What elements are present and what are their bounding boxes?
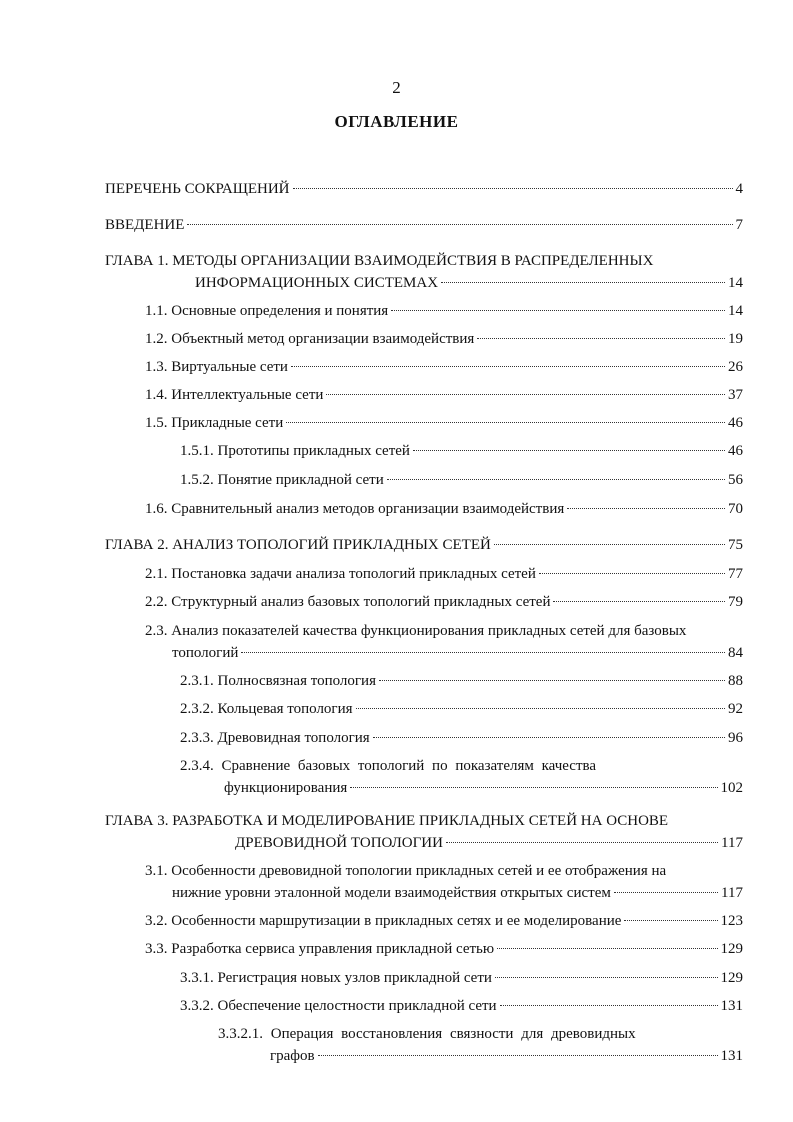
toc-entry-title: 2.3. Анализ показателей качества функционирования прикладных сетей для базовых — [145, 623, 687, 639]
toc-entry — [145, 563, 743, 585]
toc-entry — [145, 384, 743, 406]
toc-entry-page: 123 — [720, 913, 743, 929]
toc-entry-title-cont: ИНФОРМАЦИОННЫХ СИСТЕМАХ — [195, 275, 439, 291]
toc-entry-page: 117 — [721, 885, 743, 901]
toc-entry-title: 3.3.2.1. Операция восстановления связности для древовидных — [218, 1026, 636, 1042]
toc-entry — [145, 412, 743, 434]
toc-entry-title: ГЛАВА 2. АНАЛИЗ ТОПОЛОГИЙ ПРИКЛАДНЫХ СЕТЕЙ — [105, 537, 491, 553]
toc-entry-title: 3.3. Разработка сервиса управления прикладной сетью — [145, 941, 495, 957]
toc-entry-page: 129 — [720, 941, 743, 957]
toc-entry-title: 2.3.3. Древовидная топология — [180, 730, 370, 746]
toc-entry-page: 56 — [728, 472, 743, 488]
toc-entry — [105, 810, 743, 854]
toc-entry — [180, 469, 743, 491]
toc-entry — [180, 967, 743, 989]
toc-entry-title-cont: ДРЕВОВИДНОЙ ТОПОЛОГИИ — [235, 835, 443, 851]
toc-entry-title: 2.2. Структурный анализ базовых топологий прикладных сетей — [145, 594, 551, 610]
toc-entry-title: 2.1. Постановка задачи анализа топологий прикладных сетей — [145, 566, 536, 582]
toc-entry-page: 77 — [728, 566, 743, 582]
toc-entry — [105, 178, 743, 200]
page-title: ОГЛАВЛЕНИЕ — [334, 112, 459, 131]
toc-entry — [145, 910, 743, 932]
toc-entry-title: 2.3.2. Кольцевая топология — [180, 701, 353, 717]
toc-entry-page: 92 — [728, 701, 743, 717]
toc-entry-title: ГЛАВА 1. МЕТОДЫ ОРГАНИЗАЦИИ ВЗАИМОДЕЙСТВИЯ В РАСПРЕДЕЛЕННЫХ — [105, 253, 654, 269]
toc-entry-page: 7 — [735, 217, 743, 233]
toc-entry — [145, 498, 743, 520]
toc-entry-title: 3.2. Особенности маршрутизации в прикладных сетях и ее моделирование — [145, 913, 622, 929]
toc-entry — [145, 860, 743, 904]
toc-entry-page: 26 — [728, 359, 743, 375]
toc-entry-title: 3.1. Особенности древовидной топологии прикладных сетей и ее отображения на — [145, 863, 667, 879]
toc-entry-cont — [270, 1045, 743, 1067]
toc-entry — [180, 995, 743, 1017]
toc-entry-page: 79 — [728, 594, 743, 610]
toc-entry-title: 1.2. Объектный метод организации взаимодействия — [145, 331, 475, 347]
toc-entry — [180, 440, 743, 462]
toc-entry-page: 46 — [728, 443, 743, 459]
toc-entry-title-cont: функционирования — [224, 780, 348, 796]
toc-entry-title: 1.4. Интеллектуальные сети — [145, 387, 324, 403]
toc-entry-page: 88 — [728, 673, 743, 689]
toc-entry — [180, 727, 743, 749]
toc-entry — [145, 620, 743, 664]
toc-entry-title: ПЕРЕЧЕНЬ СОКРАЩЕНИЙ — [105, 181, 290, 197]
toc-entry — [145, 591, 743, 613]
toc-entry-title: 1.3. Виртуальные сети — [145, 359, 288, 375]
toc-entry-page: 131 — [720, 998, 743, 1014]
toc-entry — [180, 755, 663, 777]
toc-entry-title: 1.6. Сравнительный анализ методов организации взаимодействия — [145, 501, 565, 517]
toc-entry-page: 129 — [720, 970, 743, 986]
toc-entry — [105, 250, 743, 294]
toc-entry-title-cont: топологий — [172, 645, 239, 661]
toc-entry-page: 46 — [728, 415, 743, 431]
toc-entry-page: 4 — [735, 181, 743, 197]
toc-entry-title: 1.1. Основные определения и понятия — [145, 303, 389, 319]
toc-entry — [145, 938, 743, 960]
toc-entry-title: 1.5.1. Прототипы прикладных сетей — [180, 443, 410, 459]
toc-entry-page: 14 — [728, 303, 743, 319]
toc-entry-title: 3.3.2. Обеспечение целостности прикладной сети — [180, 998, 497, 1014]
toc-entry-page: 70 — [728, 501, 743, 517]
toc-entry-title: ГЛАВА 3. РАЗРАБОТКА И МОДЕЛИРОВАНИЕ ПРИКЛАДНЫХ СЕТЕЙ НА ОСНОВЕ — [105, 813, 669, 829]
toc-entry-page: 37 — [728, 387, 743, 403]
toc-entry — [218, 1023, 693, 1045]
toc-entry-title: 2.3.4. Сравнение базовых топологий по показателям качества — [180, 758, 597, 774]
toc-entry-cont — [224, 777, 743, 799]
toc-entry-page: 102 — [720, 780, 743, 796]
toc-entry-page: 117 — [721, 835, 743, 851]
toc-entry — [145, 300, 743, 322]
toc-entry-title: 3.3.1. Регистрация новых узлов прикладной сети — [180, 970, 492, 986]
toc-entry-page: 96 — [728, 730, 743, 746]
toc-entry-page: 14 — [728, 275, 743, 291]
toc-entry-title: 1.5.2. Понятие прикладной сети — [180, 472, 384, 488]
page-number: 2 — [392, 78, 401, 97]
toc-entry — [180, 698, 743, 720]
toc-entry — [105, 534, 743, 556]
toc-entry-title: ВВЕДЕНИЕ — [105, 217, 185, 233]
toc-entry — [180, 670, 743, 692]
toc-entry-title-cont: графов — [270, 1048, 315, 1064]
toc-entry-page: 19 — [728, 331, 743, 347]
toc-entry-title: 2.3.1. Полносвязная топология — [180, 673, 376, 689]
toc-entry — [105, 214, 743, 236]
toc-entry-title-cont: нижние уровни эталонной модели взаимодействия открытых систем — [172, 885, 611, 901]
toc-entry-page: 75 — [728, 537, 743, 553]
toc-entry-page: 131 — [720, 1048, 743, 1064]
toc-entry — [145, 328, 743, 350]
toc-entry-page: 84 — [728, 645, 743, 661]
toc-entry-title: 1.5. Прикладные сети — [145, 415, 284, 431]
toc-entry — [145, 356, 743, 378]
